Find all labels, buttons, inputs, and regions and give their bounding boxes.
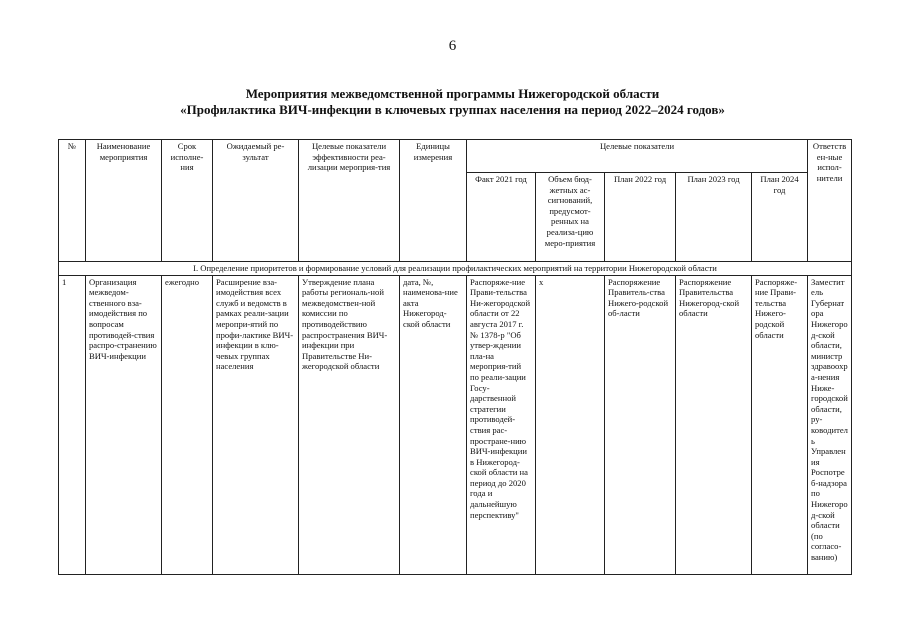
cell-result: Расширение вза-имодействия всех служб и ведомств в рамках реали-зации меропри-ятий по профи-лактике ВИЧ-инфекции в клю-чевых группах населения [213, 275, 299, 574]
cell-fact-2021: Распоряже-ние Прави-тельства Ни-жегородской области от 22 августа 2017 г. № 1378-р "Об утвер-ждении пла-на мероприя-тий по реали-зации Госу-дарственной стратегии противодей-ствия рас-простране-нию ВИЧ-инфекции в Нижегород-ской области на период до 2020 года и дальнейшую перспективу" [467, 275, 536, 574]
header-target-group: Целевые показатели [467, 140, 808, 173]
cell-name: Организация межведом-ственного вза-имодействия по вопросам противодей-ствия распро-странению ВИЧ-инфекции [86, 275, 162, 574]
cell-indicator: Утверждение плана работы региональ-ной межведомствен-ной комиссии по противодействию распространения ВИЧ-инфекции при Правительстве Ни-жегородской области [299, 275, 400, 574]
cell-budget: х [536, 275, 605, 574]
cell-plan-2024: Распоряже-ние Прави-тельства Нижего-родской области [752, 275, 808, 574]
section-title: I. Определение приоритетов и формирование условий для реализации профилактических мероприятий на территории Нижегородской области [59, 262, 852, 276]
header-indicators: Целевые показатели эффективности реа-лизации мероприя-тия [299, 140, 400, 262]
header-term: Срок исполне-ния [162, 140, 213, 262]
cell-responsible: Заместитель Губернатора Нижегород-ской области, министр здравоохра-нения Ниже-городской области, ру-ководитель Управления Роспотреб-надзора по Нижегород-ской области (по согласо-ванию) [808, 275, 852, 574]
header-row-1 [59, 140, 852, 173]
table-row [59, 275, 852, 574]
header-num: № [59, 140, 86, 262]
title-line-1: Мероприятия межведомственной программы Нижегородской области [245, 86, 660, 101]
header-plan-2024: План 2024 год [752, 173, 808, 262]
header-units: Единицы измерения [400, 140, 467, 262]
cell-plan-2022: Распоряжение Правитель-ства Нижего-родской об-ласти [605, 275, 676, 574]
document-title [0, 86, 905, 118]
header-result: Ожидаемый ре-зультат [213, 140, 299, 262]
header-name: Наименование мероприятия [86, 140, 162, 262]
header-plan-2023: План 2023 год [676, 173, 752, 262]
cell-units: дата, №, наименова-ние акта Нижегород-ской области [400, 275, 467, 574]
header-responsible: Ответствен-ные испол-нители [808, 140, 852, 262]
cell-num: 1 [59, 275, 86, 574]
title-line-2: «Профилактика ВИЧ-инфекции в ключевых группах населения на период 2022–2024 годов» [180, 102, 725, 117]
header-fact-2021: Факт 2021 год [467, 173, 536, 262]
page-number: 6 [448, 38, 457, 54]
cell-plan-2023: Распоряжение Правительства Нижегород-ской области [676, 275, 752, 574]
section-row [59, 262, 852, 276]
cell-term: ежегодно [162, 275, 213, 574]
measures-table [58, 139, 852, 575]
header-budget: Объем бюд-жетных ас-сигнований, предусмот-ренных на реализа-цию меро-приятия [536, 173, 605, 262]
header-plan-2022: План 2022 год [605, 173, 676, 262]
